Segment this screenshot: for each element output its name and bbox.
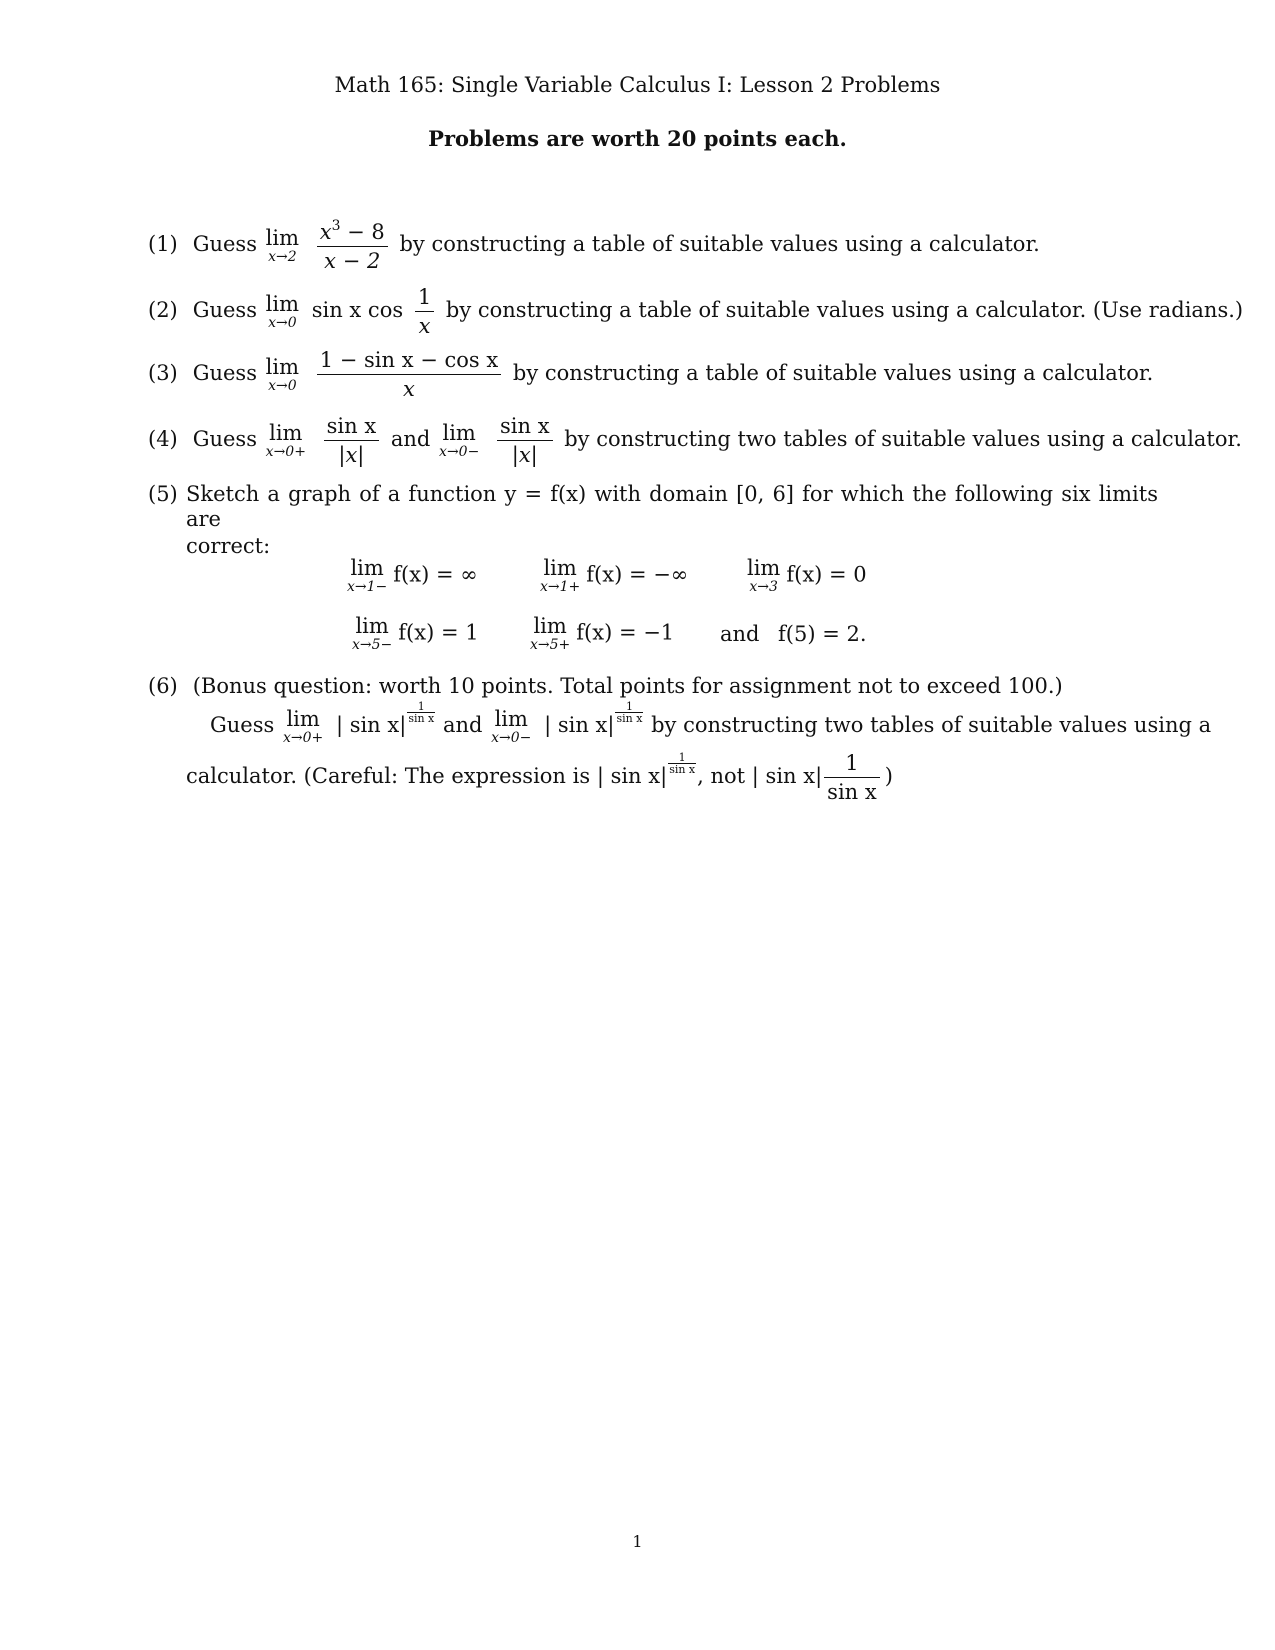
problem-text: by constructing a table of suitable values using a calculator. xyxy=(399,232,1040,257)
expression: sin x cos xyxy=(311,298,404,323)
expression: | sin x| $\frac{1}{\text{sin x}}$ xyxy=(544,700,643,738)
problem-5 xyxy=(148,482,1158,560)
problem-text: by constructing two tables of suitable values using a calculator. xyxy=(564,427,1242,452)
problem-3 xyxy=(148,348,1158,401)
problem-text: calculator. (Careful: The expression is xyxy=(186,763,591,788)
limit-operator: lim x→0− xyxy=(439,420,480,460)
limits-table xyxy=(340,558,900,674)
expression: | sin x| $\frac{1}{\text{sin x}}$ xyxy=(596,750,696,788)
and-word: and xyxy=(390,427,431,452)
problem-text: by constructing two tables of suitable values using a xyxy=(651,713,1212,738)
limit-operator: lim x→0 xyxy=(265,354,300,394)
problem-4 xyxy=(148,414,1242,468)
problem-number: (4) xyxy=(148,427,178,452)
problem-text: by constructing a table of suitable values using a calculator. (Use radians.) xyxy=(445,298,1244,323)
problem-number: (3) xyxy=(148,361,178,386)
problem-number: (2) xyxy=(148,298,178,323)
expression: | sin x| $\frac{1}{\text{sin x}}$ xyxy=(335,700,435,738)
problem-number: (6) xyxy=(148,674,178,698)
closing-paren: ) xyxy=(884,763,893,788)
problem-2 xyxy=(148,285,1244,339)
problem-6-line-3 xyxy=(148,751,1158,804)
not-word: , not xyxy=(697,763,746,788)
guess-word: Guess xyxy=(192,298,257,323)
limit-operator: lim x→0 xyxy=(265,291,300,331)
fraction: $\frac{\text{sin x}}{|x|}$ xyxy=(324,414,380,467)
page-number: 1 xyxy=(632,1532,643,1551)
limit-item: lim x→1+ f(x) = −∞ xyxy=(540,556,689,595)
limit-item: lim x→1− f(x) = ∞ xyxy=(347,556,478,595)
problem-number: (1) xyxy=(148,232,178,257)
expression: | sin x| $\frac{1}{\text{sin x}}$ xyxy=(752,764,885,788)
limit-item: lim x→5+ f(x) = −1 xyxy=(530,614,675,653)
guess-word: Guess xyxy=(192,361,257,386)
fraction: $\frac{x^3 - 8}{x - 2}$ xyxy=(317,218,388,273)
problem-number: (5) xyxy=(148,482,178,506)
problem-text: (Bonus question: worth 10 points. Total points for assignment not to exceed 100.) xyxy=(192,674,1063,698)
page-title: Math 165: Single Variable Calculus I: Lesson 2 Problems xyxy=(334,73,941,97)
problem-6-line-2 xyxy=(148,700,1212,746)
fraction: $\frac{\text{1 − sin x − cos x}}{x}$ xyxy=(317,348,502,401)
problem-1 xyxy=(148,218,1158,273)
and-word: and xyxy=(720,622,760,646)
limit-operator: lim x→0− xyxy=(491,706,532,746)
guess-word: Guess xyxy=(210,713,275,738)
limit-operator: lim x→0+ xyxy=(282,706,324,746)
problem-text-cont: correct: xyxy=(186,534,271,559)
guess-word: Guess xyxy=(192,232,257,257)
page-subtitle: Problems are worth 20 points each. xyxy=(428,126,847,151)
fraction: $\frac{\text{sin x}}{|x|}$ xyxy=(497,414,553,467)
limit-operator: lim x→0+ xyxy=(265,420,306,460)
limits-row xyxy=(340,558,900,616)
and-word: and xyxy=(442,713,483,738)
limit-item: lim x→3 f(x) = 0 xyxy=(747,556,867,595)
limit-item: lim x→5− f(x) = 1 xyxy=(352,614,479,653)
problem-text: by constructing a table of suitable values using a calculator. xyxy=(512,361,1154,386)
guess-word: Guess xyxy=(192,427,257,452)
problem-text: Sketch a graph of a function y = f(x) with domain [0, 6] for which the following six limits are xyxy=(186,482,1158,532)
limits-row xyxy=(340,616,900,674)
limit-operator: lim x→2 xyxy=(265,225,300,265)
fraction: $\frac{1}{x}$ xyxy=(415,285,434,338)
problem-6 xyxy=(148,674,1212,804)
final-value: f(5) = 2. xyxy=(778,622,867,646)
